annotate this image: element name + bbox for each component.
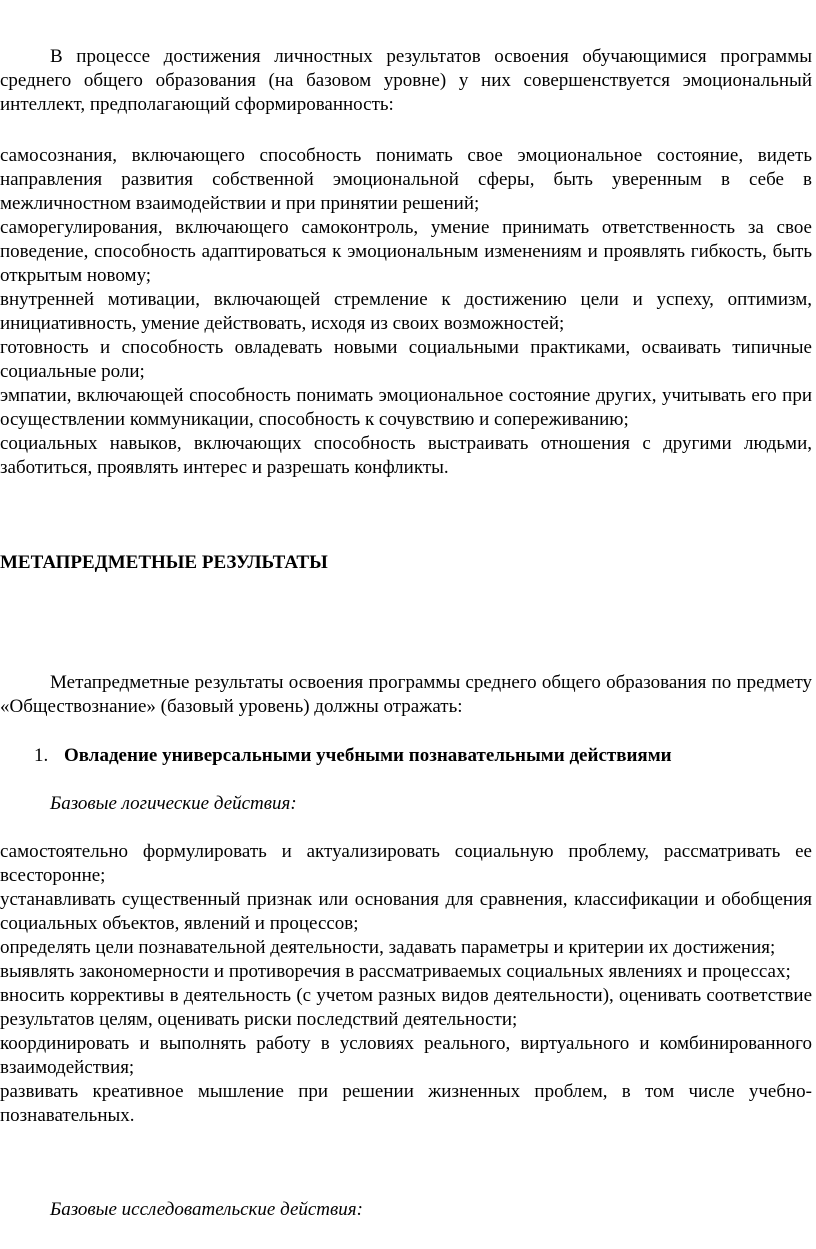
section-title: МЕТАПРЕДМЕТНЫЕ РЕЗУЛЬТАТЫ — [0, 552, 328, 573]
list-item: саморегулирования, включающего самоконтроль, умение принимать ответственность за свое поведение, способность адаптироваться к эмоциональным изменениям и проявлять гибкость, быть открытым новому; — [0, 217, 812, 286]
logical-actions-title: Базовые логические действия: — [50, 793, 297, 814]
list-item: координировать и выполнять работу в условиях реального, виртуального и комбинированного взаимодействия; — [0, 1033, 812, 1078]
logical-actions-list — [0, 840, 812, 1128]
list-item: готовность и способность овладевать новыми социальными практиками, осваивать типичные социальные роли; — [0, 337, 812, 382]
list-item: выявлять закономерности и противоречия в рассматриваемых социальных явлениях и процессах; — [0, 961, 791, 982]
list-item: самостоятельно формулировать и актуализировать социальную проблему, рассматривать ее всесторонне; — [0, 841, 812, 886]
intro-paragraph: В процессе достижения личностных результатов освоения обучающимися программы среднего общего образования (на базовом уровне) у них совершенствуется эмоциональный интеллект, предполагающий сформированность: — [0, 46, 812, 115]
list-item: определять цели познавательной деятельности, задавать параметры и критерии их достижения; — [0, 937, 776, 958]
meta-intro-paragraph: Метапредметные результаты освоения программы среднего общего образования по предмету «Обществознание» (базовый уровень) должны отражать: — [0, 672, 812, 717]
research-actions-title: Базовые исследовательские действия: — [50, 1199, 363, 1220]
list-item: развивать креативное мышление при решении жизненных проблем, в том числе учебно-познавательных. — [0, 1081, 812, 1126]
list-item: эмпатии, включающей способность понимать эмоциональное состояние других, учитывать его при осуществлении коммуникации, способность к сочувствию и сопереживанию; — [0, 385, 812, 430]
personal-results-list — [0, 144, 812, 480]
list-item: самосознания, включающего способность понимать свое эмоциональное состояние, видеть направления развития собственной эмоциональной сферы, быть уверенным в себе в межличностном взаимодействии и при принятии решений; — [0, 145, 812, 214]
heading-number: 1. — [34, 745, 49, 766]
list-item: устанавливать существенный признак или основания для сравнения, классификации и обобщения социальных объектов, явлений и процессов; — [0, 889, 812, 934]
list-item: внутренней мотивации, включающей стремление к достижению цели и успеху, оптимизм, инициативность, умение действовать, исходя из своих возможностей; — [0, 289, 812, 334]
heading-text: Овладение универсальными учебными познавательными действиями — [64, 745, 672, 766]
list-item: вносить коррективы в деятельность (с учетом разных видов деятельности), оценивать соответствие результатов целям, оценивать риски последствий деятельности; — [0, 985, 812, 1030]
list-item: социальных навыков, включающих способность выстраивать отношения с другими людьми, заботиться, проявлять интерес и разрешать конфликты. — [0, 433, 812, 478]
